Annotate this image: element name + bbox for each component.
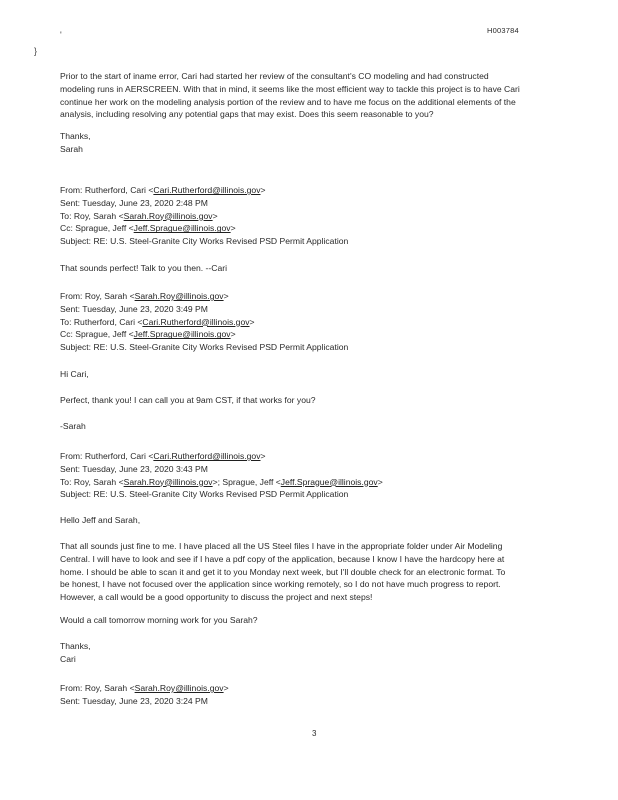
- paragraph-line: continue her work on the modeling analysis portion of the review and to have me focus on the additional elements of the: [60, 96, 516, 107]
- paragraph-line: That all sounds just fine to me. I have placed all the US Steel files I have in the appropriate folder under Air Modeling: [60, 541, 503, 551]
- signoff-name: Sarah: [60, 143, 83, 154]
- subject-line: Subject: RE: U.S. Steel-Granite City Works Revised PSD Permit Application: [60, 489, 349, 500]
- email-question-3: Would a call tomorrow morning work for you Sarah?: [60, 615, 258, 625]
- email-sign-2: -Sarah: [60, 421, 86, 431]
- paragraph-line: home. I should be able to scan it and get it to you Monday next week, but I'll double check for an electronic format. To: [60, 566, 506, 577]
- stray-bracket: }: [34, 46, 38, 56]
- sent-line: Sent: Tuesday, June 23, 2020 3:49 PM: [60, 303, 208, 314]
- subject-line: Subject: RE: U.S. Steel-Granite City Works Revised PSD Permit Application: [60, 342, 349, 353]
- email-link[interactable]: Sarah.Roy@illinois.gov: [134, 291, 224, 301]
- to-line: To: Rutherford, Cari <Cari.Rutherford@illinois.gov>: [60, 316, 255, 327]
- email-link[interactable]: Jeff.Sprague@illinois.gov: [133, 329, 231, 340]
- document-id: H003784: [487, 26, 519, 35]
- email-link[interactable]: Jeff.Sprague@illinois.gov: [133, 223, 231, 234]
- to-line: To: Roy, Sarah <Sarah.Roy@illinois.gov>: [60, 210, 218, 221]
- email-header-2: [60, 290, 580, 354]
- email-body-2: Perfect, thank you! I can call you at 9am CST, if that works for you?: [60, 395, 316, 405]
- sent-line: Sent: Tuesday, June 23, 2020 2:48 PM: [60, 197, 208, 208]
- paragraph-line: Central. I will have to look and see if I have a pdf copy of the application, because I know I have the hardcopy here at: [60, 553, 505, 564]
- email-greeting-2: Hi Cari,: [60, 369, 89, 379]
- signoff-cari: [60, 640, 580, 666]
- email-link[interactable]: Cari.Rutherford@illinois.gov: [153, 185, 261, 195]
- from-line: From: Roy, Sarah <Sarah.Roy@illinois.gov>: [60, 683, 229, 693]
- stray-mark: ': [60, 30, 62, 40]
- paragraph-line: be honest, I have not focused over the application since working remotely, so I do not have much progress to report.: [60, 579, 501, 590]
- email-link[interactable]: Cari.Rutherford@illinois.gov: [142, 316, 250, 327]
- paragraph-line: modeling runs in AERSCREEN. With that in mind, it seems like the most efficient way to tackle this project is to have Cari: [60, 83, 520, 94]
- paragraph-line: However, a call would be a good opportunity to discuss the project and next steps!: [60, 592, 373, 603]
- email-link[interactable]: Cari.Rutherford@illinois.gov: [153, 451, 261, 461]
- sent-line: Sent: Tuesday, June 23, 2020 3:43 PM: [60, 463, 208, 474]
- signoff-thanks: Thanks,: [60, 641, 91, 651]
- sent-line: Sent: Tuesday, June 23, 2020 3:24 PM: [60, 695, 208, 706]
- email-body-1: That sounds perfect! Talk to you then. --Cari: [60, 263, 228, 273]
- email-header-1: [60, 184, 580, 248]
- signoff-thanks: Thanks,: [60, 131, 91, 141]
- from-line: From: Rutherford, Cari <Cari.Rutherford@illinois.gov>: [60, 185, 266, 195]
- email-link[interactable]: Sarah.Roy@illinois.gov: [123, 210, 213, 221]
- signoff-name: Cari: [60, 653, 76, 664]
- signoff-sarah: [60, 130, 580, 156]
- from-line: From: Roy, Sarah <Sarah.Roy@illinois.gov>: [60, 291, 229, 301]
- email-header-4: [60, 682, 580, 708]
- email-body-3: [60, 540, 580, 604]
- page-number: 3: [312, 729, 317, 738]
- cc-line: Cc: Sprague, Jeff <Jeff.Sprague@illinois.gov>: [60, 329, 236, 340]
- to-line: To: Roy, Sarah <Sarah.Roy@illinois.gov>; Sprague, Jeff <Jeff.Sprague@illinois.gov>: [60, 476, 383, 487]
- paragraph-line: analysis, including resolving any potential gaps that may exist. Does this seem reasonable to you?: [60, 109, 434, 120]
- paragraph-line: Prior to the start of iname error, Cari had started her review of the consultant's CO modeling and had constructed: [60, 71, 489, 81]
- email-link[interactable]: Jeff.Sprague@illinois.gov: [280, 476, 378, 487]
- email-greeting-3: Hello Jeff and Sarah,: [60, 515, 141, 525]
- email-link[interactable]: Sarah.Roy@illinois.gov: [123, 476, 213, 487]
- subject-line: Subject: RE: U.S. Steel-Granite City Works Revised PSD Permit Application: [60, 236, 349, 247]
- cc-line: Cc: Sprague, Jeff <Jeff.Sprague@illinois.gov>: [60, 223, 236, 234]
- email-header-3: [60, 450, 580, 501]
- from-line: From: Rutherford, Cari <Cari.Rutherford@illinois.gov>: [60, 451, 266, 461]
- opening-paragraph: [60, 70, 580, 121]
- email-link[interactable]: Sarah.Roy@illinois.gov: [134, 683, 224, 693]
